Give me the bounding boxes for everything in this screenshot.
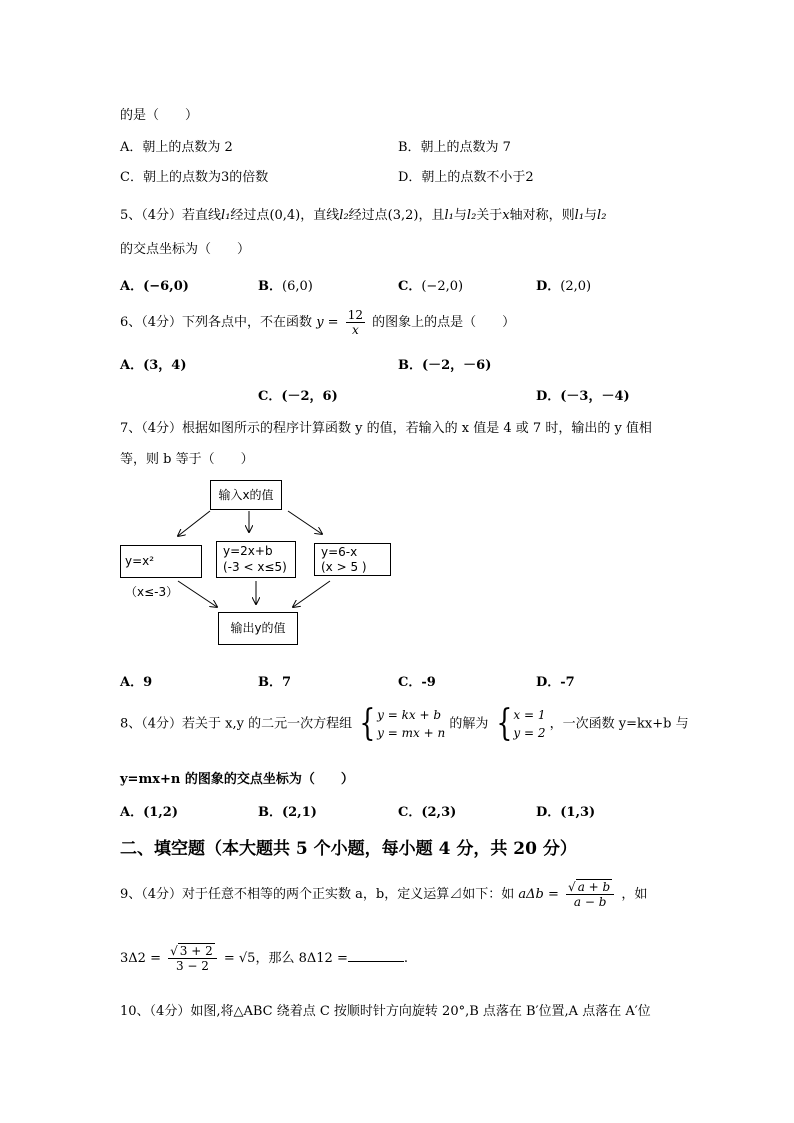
q7-option-c: C．-9 xyxy=(398,675,436,690)
q5-line-l1-ref: l₁ xyxy=(444,208,454,223)
section-title-fill-in: 二、填空题（本大题共 5 个小题，每小题 4 分，共 20 分） xyxy=(120,839,577,859)
q6-option-d: D．(－3，－4) xyxy=(536,389,630,404)
q8-solution-x: x = 1 xyxy=(513,708,546,722)
arrow-input-left xyxy=(178,511,210,536)
q8-equation-1: y = kx + b xyxy=(377,708,442,722)
q6-option-a: A．(3，4) xyxy=(120,358,187,373)
q5-option-c-value: (−2,0) xyxy=(421,279,464,294)
q9-example-lhs: 3Δ2 = xyxy=(120,951,161,966)
q9-example-numerator: 3 + 2 xyxy=(179,944,213,958)
q8-text-1: 8、（4分）若关于 x,y 的二元一次方程组 xyxy=(120,716,353,732)
q5-line-l1-ref2: l₁ xyxy=(574,208,585,223)
flow-output-box: 输出y的值 xyxy=(218,612,298,645)
q9-text-2: ，如 xyxy=(621,887,648,902)
q6-denominator: x xyxy=(351,323,359,337)
q5-option-a-label: A． xyxy=(120,279,144,294)
q9-example xyxy=(120,944,408,973)
q8-solution-y: y = 2 xyxy=(513,726,546,740)
q7-option-a: A．9 xyxy=(120,675,153,690)
q5-text-1: 5、（4分）若直线 xyxy=(120,208,222,223)
q9-end: . xyxy=(403,951,408,966)
q6-option-b: B．(－2，－6) xyxy=(398,358,492,373)
q9-stem xyxy=(120,880,647,909)
q9-definition-lhs: aΔb = xyxy=(518,887,559,902)
q6-text-2: 的图象上的点是（ ） xyxy=(372,315,516,330)
q4-option-c: C．朝上的点数为3的倍数 xyxy=(120,170,269,185)
flow-input-box: 输入x的值 xyxy=(210,480,282,510)
q5-stem-line2: 的交点坐标为（ ） xyxy=(120,242,251,257)
q6-text-1: 6、（4分）下列各点中，不在函数 xyxy=(120,315,313,330)
q5-line-l2-ref2: l₂ xyxy=(597,208,607,223)
q9-example-fraction: $\frac{√ 3 + 2}{3 - 2}$ xyxy=(168,944,217,973)
flow-case-left-box: y=x²（x≤-3） xyxy=(120,545,202,578)
q4-option-d: D．朝上的点数不小于2 xyxy=(398,170,534,185)
q5-text-7: 关于 xyxy=(476,208,503,223)
q9-answer-blank[interactable] xyxy=(348,949,404,962)
q9-text-3: ，那么 xyxy=(255,951,295,966)
q5-axis-x: x xyxy=(502,208,510,223)
flow-case-mid-box xyxy=(216,541,296,578)
q8-text-2: 的解为 xyxy=(449,716,489,732)
q4-option-b: B．朝上的点数为 7 xyxy=(398,140,511,155)
q5-option-a-value: (−6,0) xyxy=(143,279,189,294)
q9-question-expr: 8Δ12 = xyxy=(298,951,348,966)
q5-option-c-label: C． xyxy=(398,279,422,294)
q4-stem-continuation: 的是（ ） xyxy=(120,108,199,123)
q8-equation-2: y = mx + n xyxy=(377,726,446,740)
q7-option-d: D．-7 xyxy=(536,675,575,690)
q6-function-lhs: y = xyxy=(316,315,339,330)
flow-case-mid-range: (-3 < x≤5) xyxy=(223,560,287,574)
q5-point-2: (3,2) xyxy=(387,208,419,223)
q9-definition-numerator: a + b xyxy=(577,880,611,894)
q9-definition-fraction: $\frac{√ a + b}{a - b}$ xyxy=(566,880,614,909)
q8-stem-line2: y=mx+n 的图象的交点坐标为（ ） xyxy=(120,772,354,787)
q7-stem-line1: 7、（4分）根据如图所示的程序计算函数 y 的值，若输入的 x 值是 4 或 7 时，输出的 y 值相 xyxy=(120,421,652,436)
q5-option-b-label: B． xyxy=(258,279,282,294)
q5-text-2: 经过点 xyxy=(230,208,270,223)
q8-option-c: C．(2,3) xyxy=(398,805,457,820)
q5-option-b-value: (6,0) xyxy=(282,279,313,294)
q6-numerator: 12 xyxy=(347,308,363,322)
q5-point-1: (0,4) xyxy=(269,208,301,223)
q6-option-c: C．(－2，6) xyxy=(258,389,338,404)
q4-option-a: A．朝上的点数为 2 xyxy=(120,140,233,155)
q5-line-l2-ref: l₂ xyxy=(466,208,477,223)
q9-definition-denominator: a − b xyxy=(573,895,607,909)
q8-option-d: D．(1,3) xyxy=(536,805,596,820)
q8-stem xyxy=(120,703,689,744)
q9-text-1: 9、（4分）对于任意不相等的两个正实数 a，b，定义运算⊿如下：如 xyxy=(120,887,515,902)
flow-case-mid-formula: y=2x+b xyxy=(223,544,273,558)
q9-example-denominator: 3 − 2 xyxy=(175,959,209,973)
q5-line-l2: l₂ xyxy=(339,208,349,223)
q7-option-b: B．7 xyxy=(258,675,292,690)
q5-line-l1: l₁ xyxy=(221,208,231,223)
q10-stem-line1: 10、（4分）如图,将△ABC 绕着点 C 按顺时针方向旋转 20°,B 点落在 B′位置,A 点落在 A′位 xyxy=(120,1004,651,1019)
q8-option-a: A．(1,2) xyxy=(120,805,179,820)
q7-stem-line2: 等，则 b 等于（ ） xyxy=(120,452,254,467)
q5-text-4: 经过点 xyxy=(348,208,388,223)
q5-text-3: ，直线 xyxy=(300,208,340,223)
arrow-left-output xyxy=(178,581,217,607)
q5-option-d-value: (2,0) xyxy=(560,279,592,294)
q5-text-6: 与 xyxy=(453,208,467,223)
q8-solution-system: { x = 1 y = 2 xyxy=(495,703,546,744)
arrow-input-right xyxy=(288,511,322,534)
q5-text-9: 与 xyxy=(584,208,598,223)
flow-case-right-box xyxy=(314,543,391,576)
q9-example-rhs: = √5 xyxy=(223,951,256,966)
flow-case-right-formula: y=6-x xyxy=(321,545,358,559)
arrow-right-output xyxy=(293,581,330,607)
q8-text-3: ，一次函数 y=kx+b 与 xyxy=(549,716,689,732)
q8-equation-system: { y = kx + b y = mx + n xyxy=(359,703,446,744)
q5-option-d-label: D． xyxy=(536,279,561,294)
q5-text-8: 轴对称，则 xyxy=(509,208,575,223)
flow-case-right-range: (x > 5 ) xyxy=(321,560,367,574)
q8-option-b: B．(2,1) xyxy=(258,805,317,820)
q5-text-5: ，且 xyxy=(418,208,445,223)
